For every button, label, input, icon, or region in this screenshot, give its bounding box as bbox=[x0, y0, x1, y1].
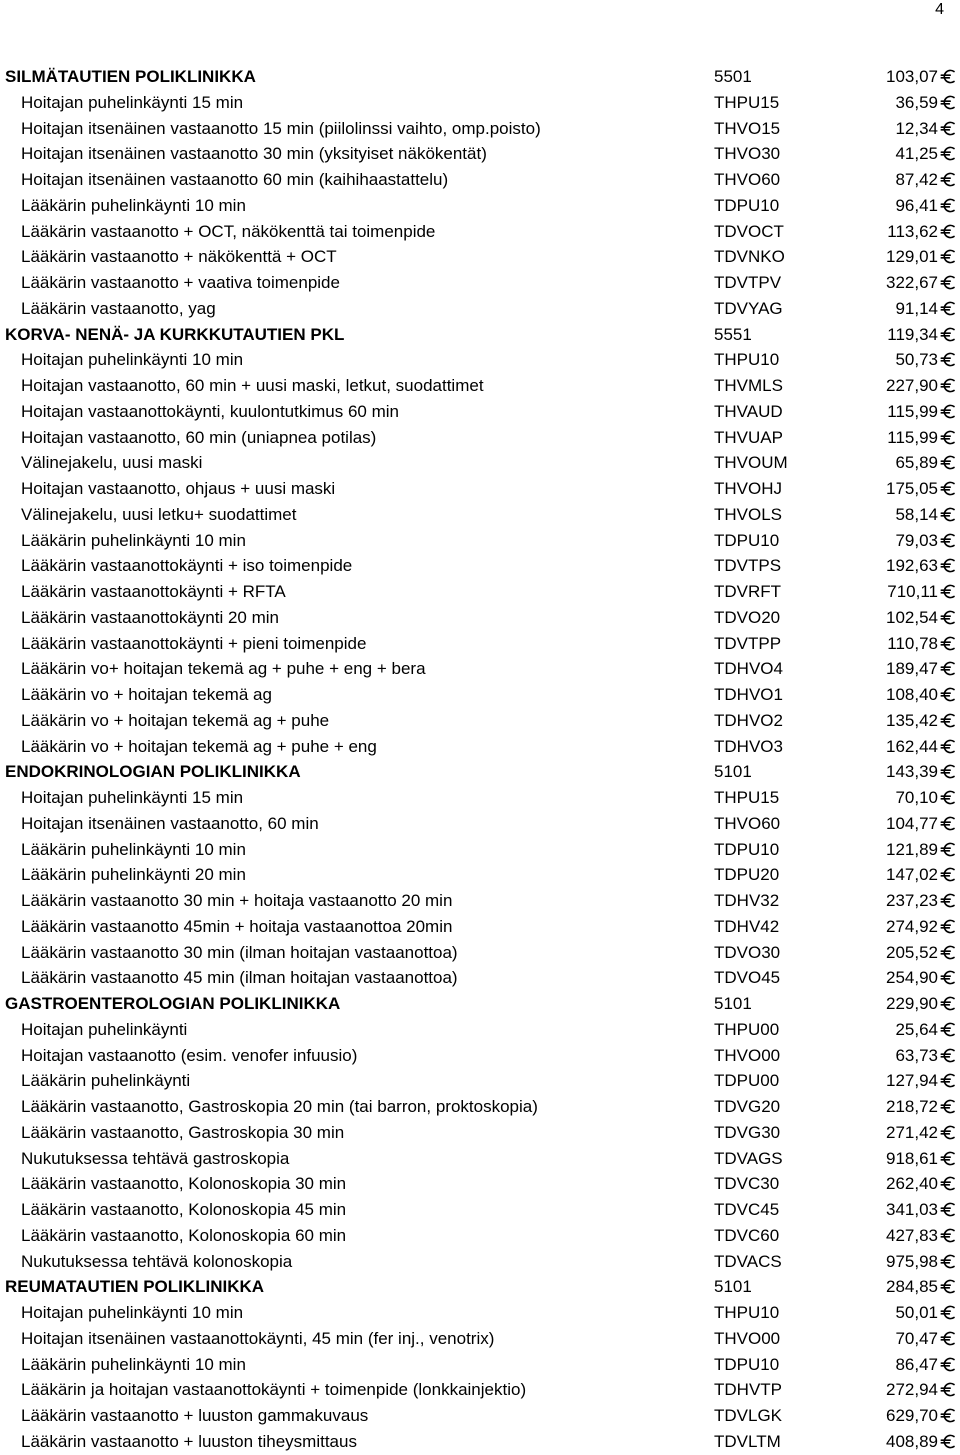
service-price: 254,90 bbox=[886, 968, 938, 988]
service-description: Lääkärin vastaanotto, Kolonoskopia 45 min bbox=[21, 1200, 347, 1219]
service-price: 408,89 bbox=[886, 1431, 938, 1451]
euro-icon bbox=[940, 1253, 957, 1270]
price-row bbox=[0, 1326, 960, 1352]
service-description: Hoitajan itsenäinen vastaanotto 15 min (piilolinssi vaihto, omp.poisto) bbox=[21, 118, 541, 138]
price-row bbox=[0, 785, 960, 811]
service-price: 25,64 bbox=[895, 1019, 938, 1039]
service-description: Lääkärin vastaanotto + luuston tiheysmittaus bbox=[21, 1431, 357, 1451]
service-code: TDPU10 bbox=[714, 195, 780, 215]
euro-icon bbox=[940, 1433, 957, 1450]
euro-icon bbox=[940, 326, 957, 343]
service-code: THVMLS bbox=[714, 376, 783, 395]
price-row bbox=[0, 528, 960, 554]
service-price: 70,10 bbox=[895, 788, 938, 807]
service-price: 710,11 bbox=[887, 582, 938, 601]
euro-icon bbox=[940, 1150, 957, 1167]
euro-icon bbox=[940, 1227, 957, 1244]
service-price: 129,01 bbox=[886, 247, 938, 267]
euro-icon bbox=[940, 1356, 957, 1373]
euro-icon bbox=[940, 944, 957, 961]
service-description: Lääkärin vastaanotto 30 min + hoitaja vastaanotto 20 min bbox=[21, 891, 453, 910]
service-price: 110,78 bbox=[887, 633, 938, 653]
euro-icon bbox=[940, 429, 957, 446]
price-row bbox=[0, 373, 960, 399]
service-code: THVO60 bbox=[714, 813, 781, 833]
service-price: 50,01 bbox=[895, 1303, 938, 1322]
service-description: Hoitajan puhelinkäynti 15 min bbox=[21, 788, 244, 807]
service-description: Hoitajan itsenäinen vastaanotto, 60 min bbox=[21, 813, 319, 833]
service-price: 272,94 bbox=[886, 1380, 938, 1400]
service-code: THVOLS bbox=[714, 504, 783, 524]
price-row bbox=[0, 1171, 960, 1197]
service-code: TDVLTM bbox=[714, 1431, 781, 1451]
service-price: 147,02 bbox=[886, 865, 938, 885]
service-code: THPU00 bbox=[714, 1019, 780, 1039]
euro-icon bbox=[940, 351, 957, 368]
euro-icon bbox=[940, 995, 957, 1012]
service-description: Lääkärin vastaanotto, Kolonoskopia 30 min bbox=[21, 1174, 347, 1194]
euro-icon bbox=[940, 712, 957, 729]
service-description: Hoitajan puhelinkäynti 10 min bbox=[21, 350, 244, 370]
price-row bbox=[0, 656, 960, 682]
euro-icon bbox=[940, 300, 957, 317]
service-description: Lääkärin vastaanotto + näkökenttä + OCT bbox=[21, 247, 337, 267]
service-price: 175,05 bbox=[886, 479, 938, 498]
price-row bbox=[0, 425, 960, 451]
service-price: 192,63 bbox=[886, 556, 938, 576]
service-description: Hoitajan itsenäinen vastaanottokäynti, 45 min (fer inj., venotrix) bbox=[21, 1328, 495, 1348]
service-price: 162,44 bbox=[886, 736, 938, 756]
service-code: TDPU10 bbox=[714, 1354, 780, 1374]
service-description: Lääkärin vastaanotto + luuston gammakuvaus bbox=[21, 1406, 369, 1425]
service-description: Lääkärin vastaanotto, yag bbox=[21, 298, 216, 318]
euro-icon bbox=[940, 1021, 957, 1038]
price-row bbox=[0, 734, 960, 760]
euro-icon bbox=[940, 660, 957, 677]
price-row bbox=[0, 1094, 960, 1120]
service-description: Nukutuksessa tehtävä gastroskopia bbox=[21, 1148, 290, 1168]
service-price: 87,42 bbox=[895, 170, 938, 189]
service-description: Hoitajan vastaanotto (esim. venofer infuusio) bbox=[21, 1045, 358, 1065]
service-code: TDHVO4 bbox=[714, 659, 783, 679]
service-code: TDVO20 bbox=[714, 607, 781, 627]
price-row bbox=[0, 888, 960, 914]
service-price: 135,42 bbox=[886, 710, 938, 730]
euro-icon bbox=[940, 1407, 957, 1424]
price-row bbox=[0, 347, 960, 373]
euro-icon bbox=[940, 145, 957, 162]
service-price: 121,89 bbox=[886, 839, 938, 859]
price-row bbox=[0, 914, 960, 940]
service-price: 322,67 bbox=[886, 273, 938, 292]
service-description: Lääkärin vo + hoitajan tekemä ag + puhe bbox=[21, 710, 330, 730]
service-price: 36,59 bbox=[895, 92, 938, 112]
service-description: Hoitajan vastaanottokäynti, kuulontutkimus 60 min bbox=[21, 401, 399, 421]
price-row bbox=[0, 141, 960, 167]
service-code: TDVTPV bbox=[714, 273, 782, 292]
service-description: Lääkärin puhelinkäynti 10 min bbox=[21, 530, 246, 550]
price-row bbox=[0, 1249, 960, 1275]
service-code: THVUAP bbox=[714, 427, 783, 447]
section-title: KORVA- NENÄ- JA KURKKUTAUTIEN PKL bbox=[5, 324, 345, 344]
service-description: Hoitajan vastaanotto, ohjaus + uusi maski bbox=[21, 479, 336, 498]
service-price: 271,42 bbox=[886, 1122, 938, 1142]
service-description: Lääkärin vastaanottokäynti + iso toimenpide bbox=[21, 556, 353, 576]
service-code: TDVAGS bbox=[714, 1148, 783, 1168]
service-code: 5551 bbox=[714, 324, 752, 344]
service-price: 143,39 bbox=[886, 762, 938, 782]
service-code: THVO15 bbox=[714, 118, 781, 138]
service-code: TDHVO2 bbox=[714, 710, 783, 730]
section-title: GASTROENTEROLOGIAN POLIKLINIKKA bbox=[5, 994, 341, 1013]
price-row bbox=[0, 579, 960, 605]
euro-icon bbox=[940, 686, 957, 703]
euro-icon bbox=[940, 1098, 957, 1115]
service-price: 205,52 bbox=[886, 942, 938, 962]
service-price: 65,89 bbox=[895, 453, 938, 473]
euro-icon bbox=[940, 583, 957, 600]
service-description: Lääkärin vastaanottokäynti 20 min bbox=[21, 607, 279, 627]
service-price: 115,99 bbox=[887, 401, 938, 421]
service-description: Välinejakelu, uusi maski bbox=[21, 453, 203, 473]
euro-icon bbox=[940, 763, 957, 780]
price-row bbox=[0, 1300, 960, 1326]
price-row bbox=[0, 399, 960, 425]
service-description: Lääkärin vastaanotto 30 min (ilman hoitajan vastaanottoa) bbox=[21, 942, 458, 962]
service-price: 91,14 bbox=[895, 298, 938, 318]
price-row bbox=[0, 244, 960, 270]
price-row bbox=[0, 837, 960, 863]
service-price: 262,40 bbox=[886, 1174, 938, 1194]
euro-icon bbox=[940, 557, 957, 574]
price-row bbox=[0, 553, 960, 579]
euro-icon bbox=[940, 506, 957, 523]
service-code: TDVACS bbox=[714, 1251, 782, 1271]
euro-icon bbox=[940, 918, 957, 935]
service-description: Lääkärin vastaanotto + vaativa toimenpide bbox=[21, 273, 340, 292]
price-row bbox=[0, 296, 960, 322]
price-row bbox=[0, 450, 960, 476]
service-code: TDVO30 bbox=[714, 942, 781, 962]
service-price: 104,77 bbox=[886, 813, 938, 833]
service-price: 96,41 bbox=[895, 195, 938, 215]
service-description: Hoitajan puhelinkäynti 10 min bbox=[21, 1303, 244, 1322]
service-code: THPU10 bbox=[714, 350, 780, 370]
service-description: Hoitajan puhelinkäynti bbox=[21, 1019, 188, 1039]
price-row bbox=[0, 708, 960, 734]
service-code: TDVLGK bbox=[714, 1406, 783, 1425]
price-row bbox=[0, 476, 960, 502]
euro-icon bbox=[940, 274, 957, 291]
service-price: 629,70 bbox=[886, 1406, 938, 1425]
service-code: THPU10 bbox=[714, 1303, 780, 1322]
service-code: TDVNKO bbox=[714, 247, 785, 267]
price-row bbox=[0, 1043, 960, 1069]
service-description: Lääkärin puhelinkäynti 10 min bbox=[21, 839, 246, 859]
euro-icon bbox=[940, 171, 957, 188]
service-description: Lääkärin puhelinkäynti 20 min bbox=[21, 865, 246, 885]
service-code: THVOHJ bbox=[714, 479, 782, 498]
service-description: Hoitajan puhelinkäynti 15 min bbox=[21, 92, 244, 112]
section-header-row bbox=[0, 64, 960, 90]
service-code: TDVOCT bbox=[714, 221, 784, 241]
price-row bbox=[0, 811, 960, 837]
price-row bbox=[0, 965, 960, 991]
euro-icon bbox=[940, 120, 957, 137]
service-code: TDHVTP bbox=[714, 1380, 782, 1400]
service-code: TDHVO3 bbox=[714, 736, 783, 756]
section-header-row bbox=[0, 759, 960, 785]
euro-icon bbox=[940, 815, 957, 832]
price-table bbox=[0, 64, 960, 1455]
service-price: 58,14 bbox=[895, 504, 938, 524]
service-code: TDHV32 bbox=[714, 891, 780, 910]
euro-icon bbox=[940, 1175, 957, 1192]
service-description: Lääkärin vastaanotto, Gastroskopia 20 min (tai barron, proktoskopia) bbox=[21, 1097, 538, 1116]
service-price: 108,40 bbox=[886, 685, 938, 704]
euro-icon bbox=[940, 1201, 957, 1218]
section-title: REUMATAUTIEN POLIKLINIKKA bbox=[5, 1277, 265, 1297]
price-row bbox=[0, 90, 960, 116]
service-price: 127,94 bbox=[886, 1071, 938, 1091]
service-description: Välinejakelu, uusi letku+ suodattimet bbox=[21, 504, 297, 524]
service-price: 427,83 bbox=[886, 1225, 938, 1245]
service-code: THPU15 bbox=[714, 92, 780, 112]
service-code: TDVC45 bbox=[714, 1200, 780, 1219]
price-row bbox=[0, 219, 960, 245]
service-price: 218,72 bbox=[886, 1097, 938, 1116]
euro-icon bbox=[940, 223, 957, 240]
euro-icon bbox=[940, 1304, 957, 1321]
price-row bbox=[0, 167, 960, 193]
service-price: 79,03 bbox=[895, 530, 938, 550]
service-price: 103,07 bbox=[886, 67, 938, 86]
section-header-row bbox=[0, 322, 960, 348]
service-code: 5501 bbox=[714, 67, 752, 86]
price-row bbox=[0, 1223, 960, 1249]
price-row bbox=[0, 1068, 960, 1094]
price-row bbox=[0, 1377, 960, 1403]
service-code: 5101 bbox=[714, 994, 752, 1013]
service-code: THVO00 bbox=[714, 1045, 781, 1065]
service-code: THVO60 bbox=[714, 170, 781, 189]
price-row bbox=[0, 1352, 960, 1378]
euro-icon bbox=[940, 1330, 957, 1347]
euro-icon bbox=[940, 866, 957, 883]
price-row bbox=[0, 1017, 960, 1043]
service-description: Lääkärin vastaanottokäynti + RFTA bbox=[21, 582, 286, 601]
service-code: TDVTPP bbox=[714, 633, 782, 653]
service-price: 237,23 bbox=[886, 891, 938, 910]
price-row bbox=[0, 1403, 960, 1429]
service-code: TDPU10 bbox=[714, 839, 780, 859]
service-code: THVO00 bbox=[714, 1328, 781, 1348]
service-description: Lääkärin vo+ hoitajan tekemä ag + puhe + eng + bera bbox=[21, 659, 426, 679]
service-description: Lääkärin vo + hoitajan tekemä ag bbox=[21, 685, 272, 704]
section-title: ENDOKRINOLOGIAN POLIKLINIKKA bbox=[5, 762, 301, 782]
service-description: Hoitajan vastaanotto, 60 min (uniapnea potilas) bbox=[21, 427, 377, 447]
service-price: 341,03 bbox=[886, 1200, 938, 1219]
service-code: 5101 bbox=[714, 1277, 752, 1297]
service-code: TDHVO1 bbox=[714, 685, 783, 704]
euro-icon bbox=[940, 738, 957, 755]
service-price: 975,98 bbox=[886, 1251, 938, 1271]
service-code: TDVO45 bbox=[714, 968, 781, 988]
service-description: Lääkärin vastaanotto, Kolonoskopia 60 min bbox=[21, 1225, 347, 1245]
service-code: TDVRFT bbox=[714, 582, 782, 601]
service-code: THVOUM bbox=[714, 453, 788, 473]
service-description: Lääkärin vastaanottokäynti + pieni toimenpide bbox=[21, 633, 367, 653]
euro-icon bbox=[940, 789, 957, 806]
euro-icon bbox=[940, 892, 957, 909]
page-number: 4 bbox=[935, 1, 944, 18]
service-description: Lääkärin ja hoitajan vastaanottokäynti + toimenpide (lonkkainjektio) bbox=[21, 1380, 527, 1400]
service-code: TDPU00 bbox=[714, 1071, 780, 1091]
service-price: 12,34 bbox=[895, 118, 938, 138]
service-description: Lääkärin vo + hoitajan tekemä ag + puhe + eng bbox=[21, 736, 377, 756]
service-description: Hoitajan itsenäinen vastaanotto 60 min (kaihihaastattelu) bbox=[21, 170, 449, 189]
service-code: 5101 bbox=[714, 762, 752, 782]
service-code: TDPU10 bbox=[714, 530, 780, 550]
service-price: 227,90 bbox=[886, 376, 938, 395]
service-price: 115,99 bbox=[887, 427, 938, 447]
service-price: 189,47 bbox=[886, 659, 938, 679]
service-description: Lääkärin puhelinkäynti 10 min bbox=[21, 1354, 246, 1374]
price-row bbox=[0, 631, 960, 657]
service-price: 50,73 bbox=[895, 350, 938, 370]
price-row bbox=[0, 862, 960, 888]
service-price: 41,25 bbox=[895, 144, 938, 164]
euro-icon bbox=[940, 635, 957, 652]
service-code: THPU15 bbox=[714, 788, 780, 807]
euro-icon bbox=[940, 94, 957, 111]
price-row bbox=[0, 193, 960, 219]
service-code: TDVG20 bbox=[714, 1097, 781, 1116]
price-row bbox=[0, 1120, 960, 1146]
euro-icon bbox=[940, 1278, 957, 1295]
euro-icon bbox=[940, 403, 957, 420]
euro-icon bbox=[940, 609, 957, 626]
service-description: Hoitajan itsenäinen vastaanotto 30 min (yksityiset näkökentät) bbox=[21, 144, 487, 164]
price-row bbox=[0, 940, 960, 966]
section-header-row bbox=[0, 991, 960, 1017]
price-row bbox=[0, 1429, 960, 1455]
service-code: THVO30 bbox=[714, 144, 781, 164]
price-row bbox=[0, 502, 960, 528]
service-price: 918,61 bbox=[886, 1148, 938, 1168]
service-code: TDVYAG bbox=[714, 298, 783, 318]
price-row bbox=[0, 605, 960, 631]
price-row bbox=[0, 1197, 960, 1223]
euro-icon bbox=[940, 197, 957, 214]
service-code: TDVG30 bbox=[714, 1122, 781, 1142]
service-price: 63,73 bbox=[895, 1045, 938, 1065]
euro-icon bbox=[940, 1124, 957, 1141]
service-description: Lääkärin vastaanotto 45 min (ilman hoitajan vastaanottoa) bbox=[21, 968, 458, 988]
section-title: SILMÄTAUTIEN POLIKLINIKKA bbox=[5, 67, 256, 86]
euro-icon bbox=[940, 480, 957, 497]
euro-icon bbox=[940, 1047, 957, 1064]
service-code: THVAUD bbox=[714, 401, 783, 421]
euro-icon bbox=[940, 68, 957, 85]
service-description: Lääkärin vastaanotto, Gastroskopia 30 min bbox=[21, 1122, 345, 1142]
euro-icon bbox=[940, 454, 957, 471]
euro-icon bbox=[940, 248, 957, 265]
service-price: 229,90 bbox=[886, 994, 938, 1013]
euro-icon bbox=[940, 532, 957, 549]
price-row bbox=[0, 116, 960, 142]
service-code: TDVC60 bbox=[714, 1225, 780, 1245]
service-description: Nukutuksessa tehtävä kolonoskopia bbox=[21, 1251, 293, 1271]
service-description: Lääkärin vastaanotto 45min + hoitaja vastaanottoa 20min bbox=[21, 916, 453, 936]
euro-icon bbox=[940, 1381, 957, 1398]
service-code: TDPU20 bbox=[714, 865, 780, 885]
service-price: 113,62 bbox=[887, 221, 938, 241]
euro-icon bbox=[940, 969, 957, 986]
euro-icon bbox=[940, 841, 957, 858]
service-code: TDVC30 bbox=[714, 1174, 780, 1194]
service-description: Lääkärin puhelinkäynti bbox=[21, 1071, 191, 1091]
section-header-row bbox=[0, 1274, 960, 1300]
service-price: 86,47 bbox=[895, 1354, 938, 1374]
service-code: TDHV42 bbox=[714, 916, 780, 936]
service-code: TDVTPS bbox=[714, 556, 782, 576]
service-price: 274,92 bbox=[886, 916, 938, 936]
price-row bbox=[0, 1146, 960, 1172]
service-price: 102,54 bbox=[886, 607, 938, 627]
service-description: Hoitajan vastaanotto, 60 min + uusi maski, letkut, suodattimet bbox=[21, 376, 484, 395]
service-price: 284,85 bbox=[886, 1277, 938, 1297]
service-description: Lääkärin vastaanotto + OCT, näkökenttä tai toimenpide bbox=[21, 221, 436, 241]
price-row bbox=[0, 270, 960, 296]
price-row bbox=[0, 682, 960, 708]
service-price: 119,34 bbox=[887, 324, 938, 344]
service-price: 70,47 bbox=[895, 1328, 938, 1348]
euro-icon bbox=[940, 377, 957, 394]
service-description: Lääkärin puhelinkäynti 10 min bbox=[21, 195, 246, 215]
euro-icon bbox=[940, 1072, 957, 1089]
